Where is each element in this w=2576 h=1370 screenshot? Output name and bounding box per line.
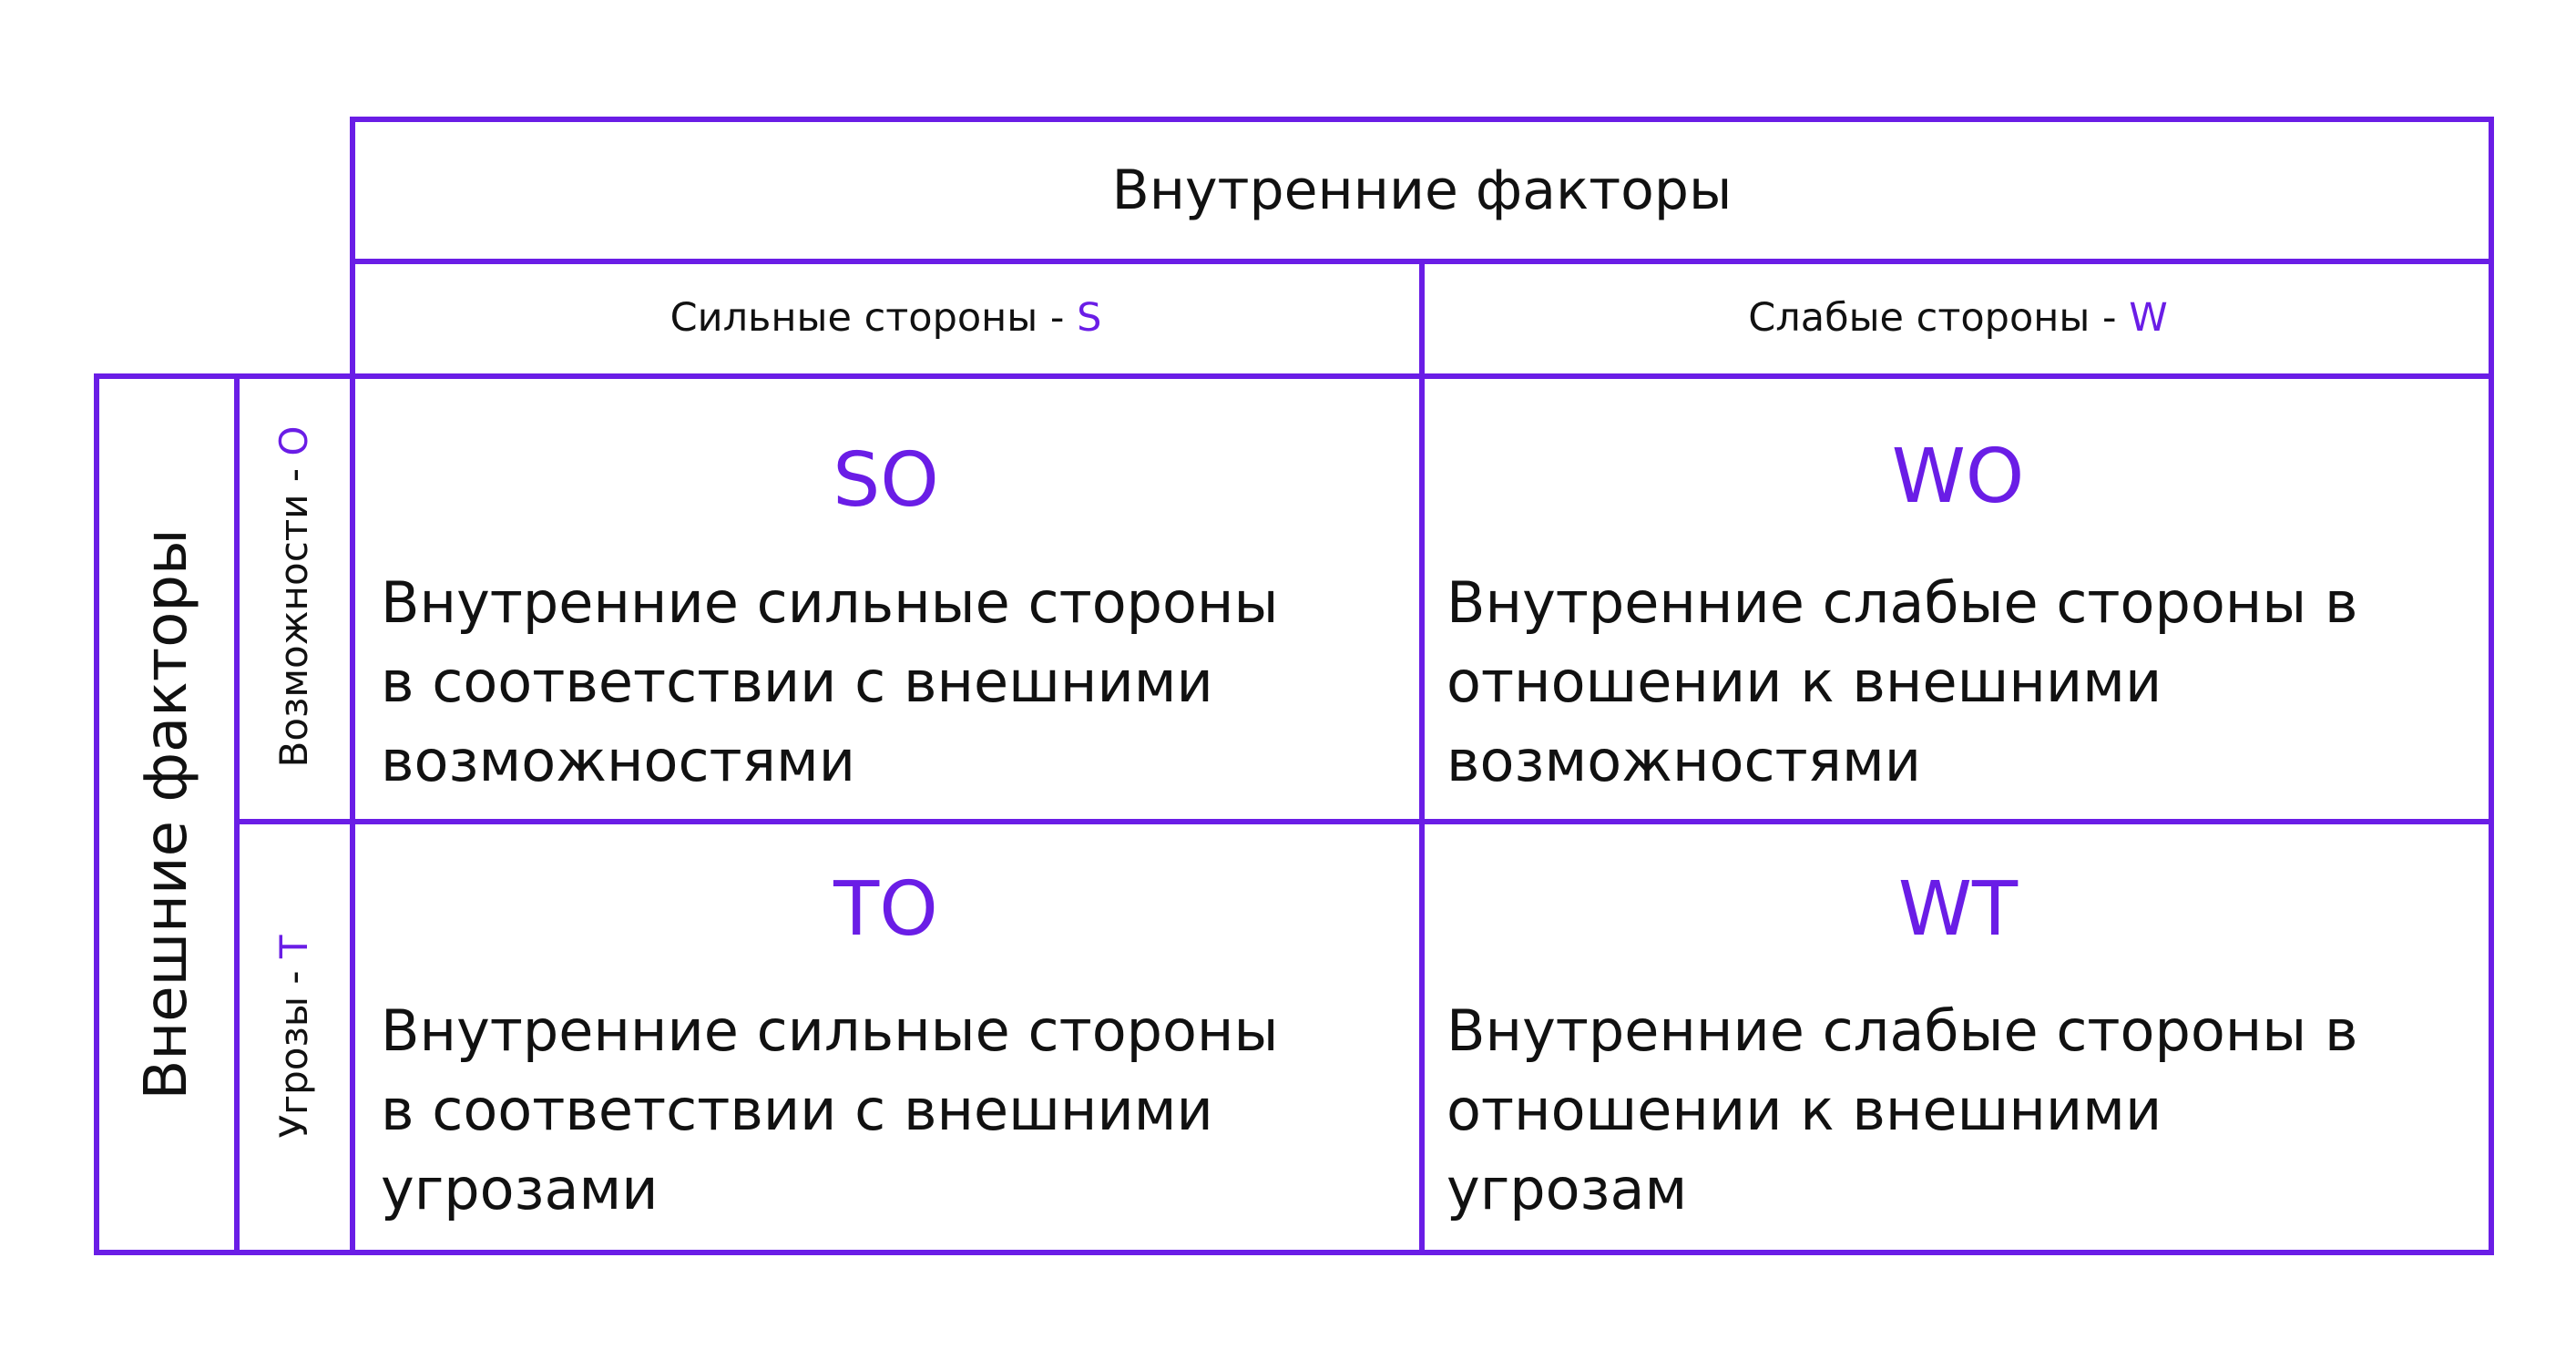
to-code: TO (833, 866, 938, 953)
strengths-header (350, 261, 1422, 375)
column-divider (1419, 259, 1425, 1255)
internal-factors-title-text: Внутренние факторы (1111, 158, 1733, 222)
weaknesses-header (1422, 261, 2494, 375)
threats-label (271, 935, 316, 1139)
wo-code: WO (1891, 434, 2025, 520)
external-factors-title-text: Внешние факторы (133, 528, 200, 1100)
opportunities-code: O (271, 425, 316, 456)
so-description: Внутренние сильные стороны в соответствии с внешними возможностями (381, 569, 1279, 794)
wo-description: Внутренние слабые стороны в отношении к внешними возможностями (1446, 569, 2358, 794)
wt-description: Внутренние слабые стороны в отношении к внешними угрозам (1446, 997, 2358, 1222)
so-code: SO (833, 437, 939, 524)
opportunities-label (271, 425, 316, 768)
threats-label-text: Угрозы - (271, 958, 316, 1139)
strengths-code: S (1077, 295, 1102, 341)
weaknesses-label: Слабые стороны - (1748, 295, 2117, 341)
wt-code: WT (1897, 866, 2019, 953)
opportunities-label-text: Возможности - (271, 455, 316, 768)
weaknesses-code: W (2129, 295, 2168, 341)
to-description: Внутренние сильные стороны в соответствии с внешними угрозами (381, 997, 1279, 1222)
strengths-label: Сильные стороны - (670, 295, 1065, 341)
threats-code: T (271, 935, 316, 959)
row-divider (234, 819, 2494, 824)
internal-factors-title (350, 119, 2494, 261)
external-factors-title (133, 528, 200, 1100)
